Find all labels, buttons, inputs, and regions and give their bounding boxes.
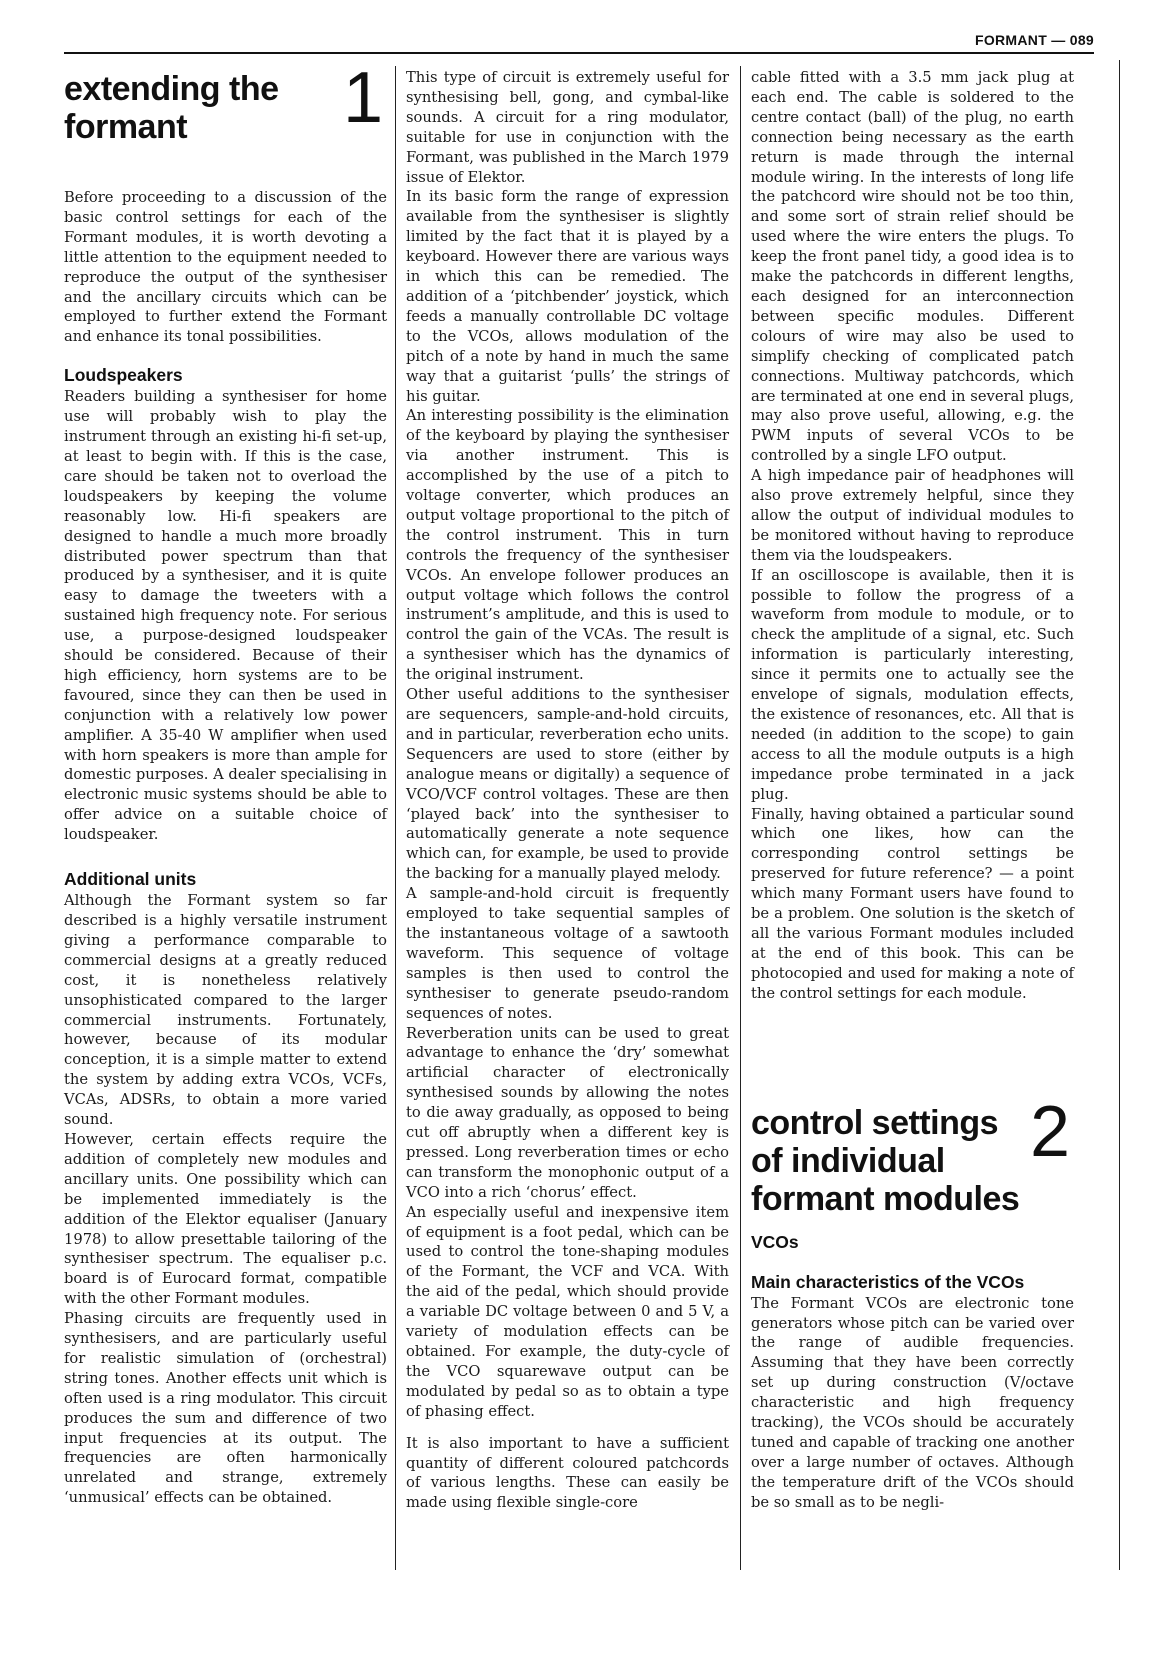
body-paragraph: This type of circuit is extremely useful for synthesising bell, gong, and cymbal-like sounds. A circuit for a ring modulator, suitable for use in conjunction with the Formant, was published in the March 1979 issue of Elektor. (406, 69, 729, 186)
section-title (64, 68, 387, 146)
body-paragraph: An interesting possibility is the elimination of the keyboard by playing the synthesiser via another instrument. This is accomplished by the use of a pitch to voltage converter, which produces an output voltage proportional to the pitch of the control instrument. This in turn controls the frequency of the synthesiser VCOs. An envelope follower produces an output voltage which follows the control instrument’s amplitude, and this is used to control the gain of the VCAs. The result is a synthesiser which has the dynamics of the original instrument. (406, 407, 729, 684)
header-rule (64, 52, 1094, 54)
column-3 (751, 68, 1074, 1513)
body-paragraph: Phasing circuits are frequently used in synthesisers, and are particularly useful for realistic simulation of (orchestral) string tones. Another effects unit which is often used is a ring modulator. This circuit produces the sum and difference of two input frequencies at its output. The frequencies are often harmonically unrelated and strange, extremely ‘unmusical’ effects can be obtained. (64, 1310, 387, 1507)
body-paragraph: cable fitted with a 3.5 mm jack plug at each end. The cable is soldered to the centre contact (ball) of the plug, no earth connection being necessary as the earth return is made through the internal module wiring. In the interests of long life the patchcord wire should not be too thin, and some sort of strain relief should be used where the wire enters the plugs. To keep the front panel tidy, a good idea is to make the patchcords in different lengths, each designed for an interconnection between specific modules. Different colours of wire may also be used to simplify checking of complicated patch connections. Multiway patchcords, which are terminated at one end in several plugs, may also prove useful, allowing, e.g. the PWM inputs of several VCOs to be controlled by a single LFO output. (751, 69, 1074, 465)
body-paragraph: A high impedance pair of headphones will also prove extremely helpful, since they allow the output of individual modules to be monitored without having to reproduce them via the loudspeakers. (751, 467, 1074, 564)
subheading-additional-units: Additional units (64, 869, 197, 890)
page-header (0, 30, 1164, 52)
section-2-heading (751, 1091, 1074, 1218)
section-number: 1 (342, 58, 383, 138)
section-title (751, 1102, 1074, 1218)
body-paragraph: Reverberation units can be used to great advantage to enhance the ‘dry’ somewhat artificial character of electronically synthesised sounds by allowing the notes to die away gradually, as opposed to being cut off abruptly when a different key is pressed. Long reverberation times or echo can transform the monophonic output of a VCO into a rich ‘chorus’ effect. (406, 1024, 729, 1201)
section-title-line: of individual (751, 1141, 945, 1180)
section-title-line: formant modules (751, 1179, 1020, 1218)
body-paragraph: An especially useful and inexpensive item of equipment is a foot pedal, which can be used to control the tone-shaping modules of the Formant, the VCF and VCA. With the aid of the pedal, which should provide a variable DC voltage between 0 and 5 V, a variety of modulation effects can be obtained. For example, the duty-cycle of the VCO squarewave output can be modulated by pedal so as to obtain a type of phasing effect. (406, 1203, 729, 1420)
body-paragraph: Finally, having obtained a particular sound which one likes, how can the corresponding control settings be preserved for future reference? — a point which many Formant users have found to be a problem. One solution is the sketch of all the various Formant modules included at the end of this book. This can be photocopied and used for making a note of the control settings for each module. (751, 805, 1074, 1002)
subheading-main-characteristics: Main characteristics of the VCOs (751, 1271, 1025, 1292)
column-divider (740, 66, 741, 1570)
subheading-vcos: VCOs (751, 1231, 799, 1252)
body-paragraph: Readers building a synthesiser for home use will probably wish to play the instrument through an existing hi-fi set-up, at least to begin with. If this is the case, care should be taken not to overload the loudspeakers by keeping the volume reasonably low. Hi-fi speakers are designed to handle a much more broadly distributed power spectrum than that produced by a synthesiser, and it is quite easy to damage the tweeters with a sustained high frequency note. For serious use, a purpose-designed loudspeaker should be considered. Because of their high efficiency, horn systems are to be favoured, since they can then be used in conjunction with a relatively low power amplifier. A 35-40 W amplifier when used with horn speakers is more than ample for domestic purposes. A dealer specialising in electronic music systems should be able to offer advice on a suitable choice of loudspeaker. (64, 388, 387, 844)
column-1 (64, 58, 387, 1508)
section-title-line: extending the (64, 70, 279, 108)
body-paragraph: Although the Formant system so far described is a highly versatile instrument giving a performance comparable to commercial designs at a greatly reduced cost, it is nonetheless relatively unsophisticated compared to the larger commercial instruments. Fortunately, however, because of its modular conception, it is a simple matter to extend the system by adding extra VCOs, VCFs, VCAs, ADSRs, to obtain a more varied sound. (64, 892, 387, 1129)
body-paragraph: In its basic form the range of expression available from the synthesiser is slightly limited by the fact that it is played by a keyboard. However there are various ways in which this can be remedied. The addition of a ‘pitchbender’ joystick, which feeds a manually controllable DC voltage to the VCOs, allows modulation of the pitch of a note by hand in much the same way that a guitarist ‘pulls’ the strings of his guitar. (406, 188, 729, 405)
column-2 (406, 68, 729, 1513)
section-1-heading (64, 58, 387, 146)
page-edge-rule (1119, 60, 1120, 1570)
body-paragraph: It is also important to have a sufficient quantity of different coloured patchcords of various lengths. These can easily be made using flexible single-core (406, 1434, 729, 1512)
body-paragraph: However, certain effects require the addition of completely new modules and ancillary units. One possibility which can be implemented immediately is the addition of the Elektor equaliser (January 1978) to allow presettable tailoring of the synthesiser spectrum. The equaliser p.c. board is of Eurocard format, compatible with the other Formant modules. (64, 1130, 387, 1308)
body-paragraph: The Formant VCOs are electronic tone generators whose pitch can be varied over the range of audible frequencies. Assuming that they have been correctly set up during construction (V/octave characteristic and high frequency tracking), the VCOs should be accurately tuned and capable of tracking one another over a large number of octaves. Although the temperature drift of the VCOs should be so small as to be negli- (751, 1294, 1074, 1511)
body-paragraph: A sample-and-hold circuit is frequently employed to take sequential samples of the instantaneous voltage of a sawtooth waveform. This sequence of voltage samples is then used to control the synthesiser to generate pseudo-random sequences of notes. (406, 885, 729, 1022)
subheading-loudspeakers: Loudspeakers (64, 365, 183, 386)
intro-paragraph: Before proceeding to a discussion of the basic control settings for each of the Formant modules, it is worth devoting a little attention to the equipment needed to reproduce the output of the synthesiser and the ancillary circuits which can be employed to further extend the Formant and enhance its tonal possibilities. (64, 189, 387, 346)
body-paragraph: Other useful additions to the synthesiser are sequencers, sample-and-hold circuits, and in particular, reverberation echo units. Sequencers are used to store (either by analogue means or digitally) a sequence of VCO/VCF control voltages. These are then ‘played back’ into the synthesiser to automatically generate a note sequence which can, for example, be used to provide the backing for a manually played melody. (406, 686, 729, 883)
running-header: FORMANT — 089 (974, 32, 1094, 48)
section-title-line: control settings (751, 1103, 999, 1142)
column-divider (395, 66, 396, 1570)
body-paragraph: If an oscilloscope is available, then it is possible to follow the progress of a waveform from module to module, or to check the amplitude of a signal, etc. Such information is particularly interesting, since it permits one to actually see the envelope of signals, modulation effects, the existence of resonances, etc. All that is needed (in addition to the scope) to gain access to all the module outputs is a high impedance probe terminated in a jack plug. (751, 566, 1074, 803)
section-number: 2 (1029, 1091, 1070, 1172)
section-title-line: formant (64, 108, 188, 146)
